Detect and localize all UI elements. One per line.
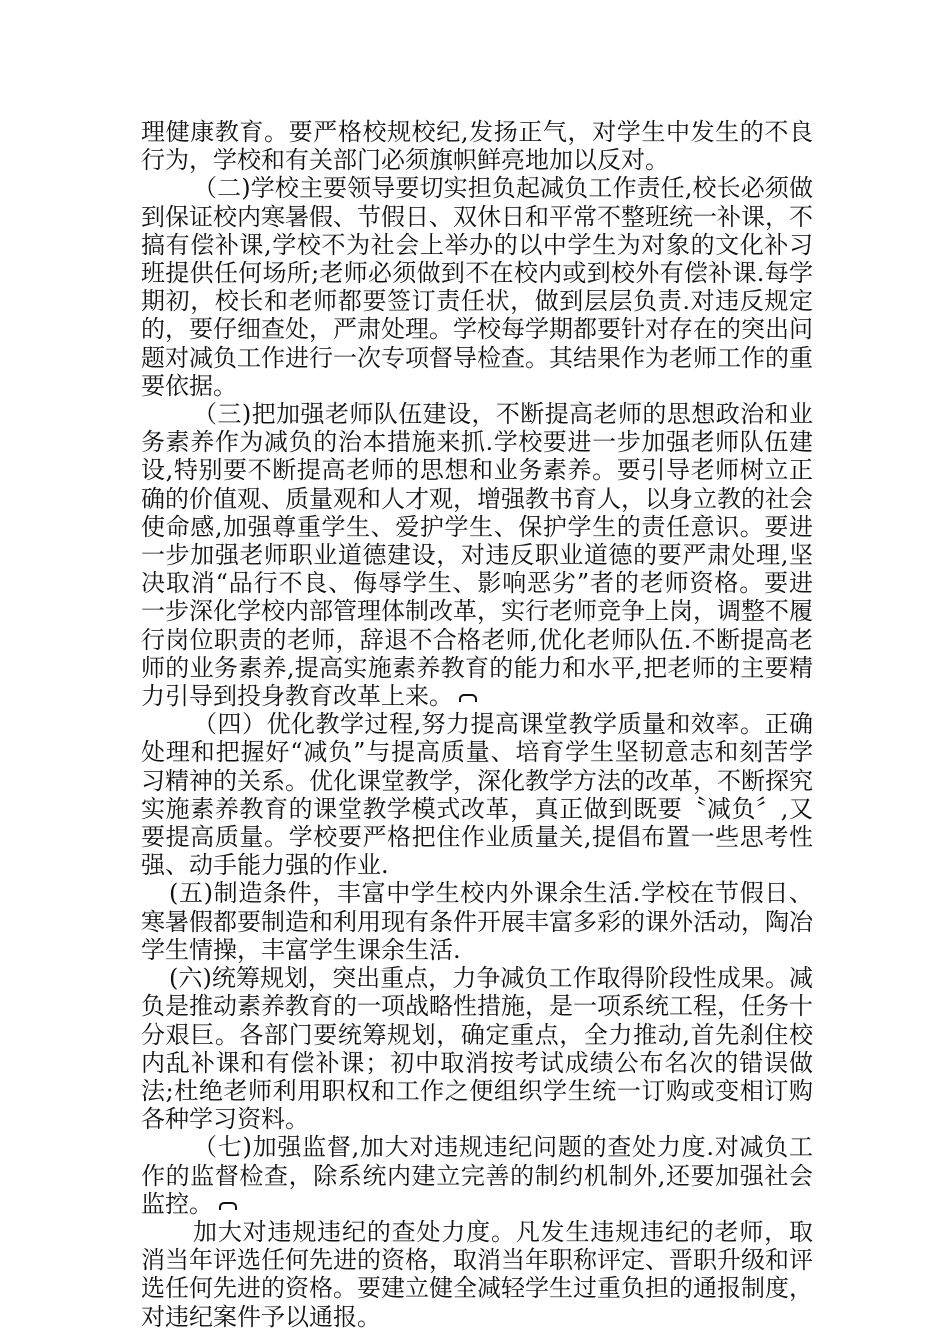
paragraph-section-3-text: （三)把加强老师队伍建设，不断提高老师的思想政治和业务素养作为减负的治本措施来抓.学校要进一步加强老师队伍建设,特别要不断提高老师的思想和业务素养。要引导老师树立正确的价值观、质量观和人才观，增强教书育人，以身立教的社会使命感,加强尊重学生、爱护学生、保护学生的责任意识。要进一步加强老师职业道德建设，对违反职业道德的要严肃处理,坚决取消“品行不良、侮辱学生、影响恶劣”者的老师资格。要进一步深化学校内部管理体制改革，实行老师竞争上岗，调整不履行岗位职责的老师，辞退不合格老师,优化老师队伍.不断提高老师的业务素养,提高实施素养教育的能力和水平,把老师的主要精力引导到投身教育改革上来。 — [141, 400, 813, 711]
paragraph-section-6: (六)统筹规划，突出重点，力争减负工作取得阶段性成果。减负是推动素养教育的一项战略性措施，是一项系统工程，任务十分艰巨。各部门要统筹规划，确定重点，全力推动,首先刹住校内乱补课和有偿补课；初中取消按考试成绩公布名次的错误做法;杜绝老师利用职权和工作之便组织学生统一订购或变相订购各种学习资料。 — [141, 964, 813, 1134]
paragraph-mental-health: 理健康教育。要严格校规校纪,发扬正气，对学生中发生的不良行为，学校和有关部门必须旗帜鲜亮地加以反对。 — [141, 118, 813, 175]
arch-mark-icon — [459, 694, 477, 702]
paragraph-enforcement: 加大对违规违纪的查处力度。凡发生违规违纪的老师，取消当年评选任何先进的资格，取消当年职称评定、晋职升级和评选任何先进的资格。要建立健全减轻学生过重负担的通报制度，对违纪案件予以通报。 — [141, 1217, 813, 1331]
paragraph-section-2: （二)学校主要领导要切实担负起减负工作责任,校长必须做到保证校内寒暑假、节假日、双休日和平常不整班统一补课，不搞有偿补课,学校不为社会上举办的以中学生为对象的文化补习班提供任何场所;老师必须做到不在校内或到校外有偿补课.每学期初，校长和老师都要签订责任状，做到层层负责.对违反规定的，要仔细查处，严肃处理。学校每学期都要针对存在的突出问题对减负工作进行一次专项督导检查。其结果作为老师工作的重要依据。 — [141, 174, 813, 400]
paragraph-section-4: （四）优化教学过程,努力提高课堂教学质量和效率。正确处理和把握好“减负”与提高质量、培育学生坚韧意志和刻苦学习精神的关系。优化课堂教学，深化教学方法的改革，不断探究实施素养教育的课堂教学模式改革，真正做到既要〝减负〞,又要提高质量。学校要严格把住作业质量关,提倡布置一些思考性强、动手能力强的作业. — [141, 710, 813, 880]
paragraph-section-7-text: （七)加强监督,加大对违规违纪问题的查处力度.对减负工作的监督检查，除系统内建立完善的制约机制外,还要加强社会监控。 — [141, 1133, 813, 1218]
document-body — [141, 118, 813, 1331]
arch-mark-icon — [219, 1202, 237, 1210]
paragraph-section-5: (五)制造条件，丰富中学生校内外课余生活.学校在节假日、寒暑假都要制造和利用现有条件开展丰富多彩的课外活动，陶冶学生情操，丰富学生课余生活. — [141, 879, 813, 964]
paragraph-section-3 — [141, 400, 813, 710]
paragraph-section-7 — [141, 1133, 813, 1218]
